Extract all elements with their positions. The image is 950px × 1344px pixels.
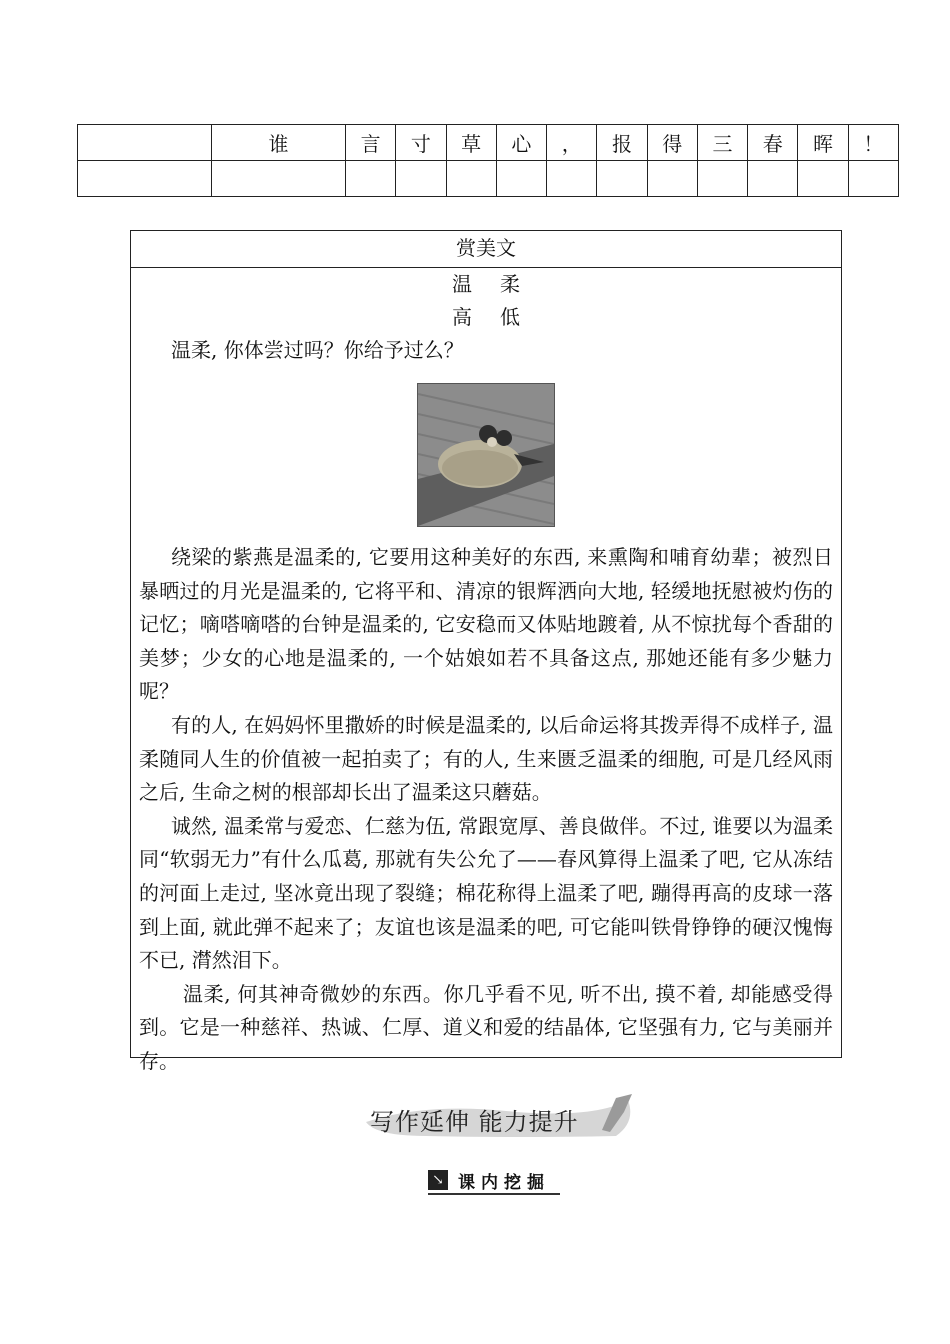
table-cell: 春 xyxy=(748,125,798,161)
table-cell: 晖 xyxy=(798,125,848,161)
blank-row xyxy=(78,161,899,197)
answer-cell[interactable] xyxy=(212,161,346,197)
table-cell: 心 xyxy=(496,125,546,161)
answer-cell[interactable] xyxy=(697,161,747,197)
divider xyxy=(428,1193,560,1195)
banner-title: 写作延伸 能力提升 xyxy=(370,1108,579,1136)
answer-cell[interactable] xyxy=(396,161,446,197)
table-cell: ！ xyxy=(848,125,898,161)
article-box xyxy=(130,230,842,1073)
answer-cell[interactable] xyxy=(848,161,898,197)
table-cell: 谁 xyxy=(212,125,346,161)
table-cell: 三 xyxy=(697,125,747,161)
article-author: 高低 xyxy=(452,305,548,329)
table-cell: 得 xyxy=(647,125,697,161)
article-paragraph: 诚然, 温柔常与爱恋、仁慈为伍, 常跟宽厚、善良做伴。不过, 谁要以为温柔同“软弱无力”有什么瓜葛, 那就有失公允了——春风算得上温柔了吧, 它从冻结的河面上走过, 坚冰竟出现了裂缝；棉花称得上温柔了吧, 蹦得再高的皮球一落到上面, 就此弹不起来了；友谊也该是温柔的吧, 可它能叫铁骨铮铮的硬汉愧悔不已, 潸然泪下。 xyxy=(139,813,833,973)
answer-cell[interactable] xyxy=(798,161,848,197)
arrow-down-right-icon: ↘ xyxy=(428,1170,448,1190)
table-cell: 寸 xyxy=(396,125,446,161)
answer-cell[interactable] xyxy=(647,161,697,197)
subsection-heading xyxy=(428,1168,560,1194)
section-header: 赏美文 xyxy=(131,231,841,268)
answer-cell[interactable] xyxy=(748,161,798,197)
article-paragraph: 绕梁的紫燕是温柔的, 它要用这种美好的东西, 来熏陶和哺育幼辈；被烈日暴晒过的月光是温柔的, 它将平和、清凉的银辉洒向大地, 轻缓地抚慰被灼伤的记忆；嘀嗒嘀嗒的台钟是温柔的, 它安稳而又体贴地踱着, 从不惊扰每个香甜的美梦；少女的心地是温柔的, 一个姑娘如若不具备这点, 那她还能有多少魅力呢？ xyxy=(139,545,833,704)
table-cell xyxy=(78,161,212,197)
table-cell: 报 xyxy=(597,125,647,161)
answer-cell[interactable] xyxy=(547,161,597,197)
character-grid-table xyxy=(77,124,899,197)
section-banner xyxy=(366,1092,636,1144)
article-title: 温柔 xyxy=(452,272,548,296)
table-cell: 草 xyxy=(446,125,496,161)
character-row xyxy=(78,125,899,161)
swallow-nest-photo xyxy=(417,383,555,527)
photo-illustration xyxy=(418,384,554,526)
lead-sentence: 温柔, 你体尝过吗？你给予过么？ xyxy=(171,338,464,362)
table-cell: 言 xyxy=(346,125,396,161)
answer-cell[interactable] xyxy=(597,161,647,197)
answer-cell[interactable] xyxy=(496,161,546,197)
table-cell: ， xyxy=(547,125,597,161)
answer-cell[interactable] xyxy=(346,161,396,197)
article-paragraph: 温柔, 何其神奇微妙的东西。你几乎看不见, 听不出, 摸不着, 却能感受得到。它是一种慈祥、热诚、仁厚、道义和爱的结晶体, 它坚强有力, 它与美丽并存。 xyxy=(139,981,833,1073)
table-cell xyxy=(78,125,212,161)
article-paragraph: 有的人, 在妈妈怀里撒娇的时候是温柔的, 以后命运将其拨弄得不成样子, 温柔随同人生的价值被一起拍卖了；有的人, 生来匮乏温柔的细胞, 可是几经风雨之后, 生命之树的根部却长出了温柔这只蘑菇。 xyxy=(139,712,833,805)
answer-cell[interactable] xyxy=(446,161,496,197)
subsection-label: 课内挖掘 xyxy=(458,1173,550,1193)
